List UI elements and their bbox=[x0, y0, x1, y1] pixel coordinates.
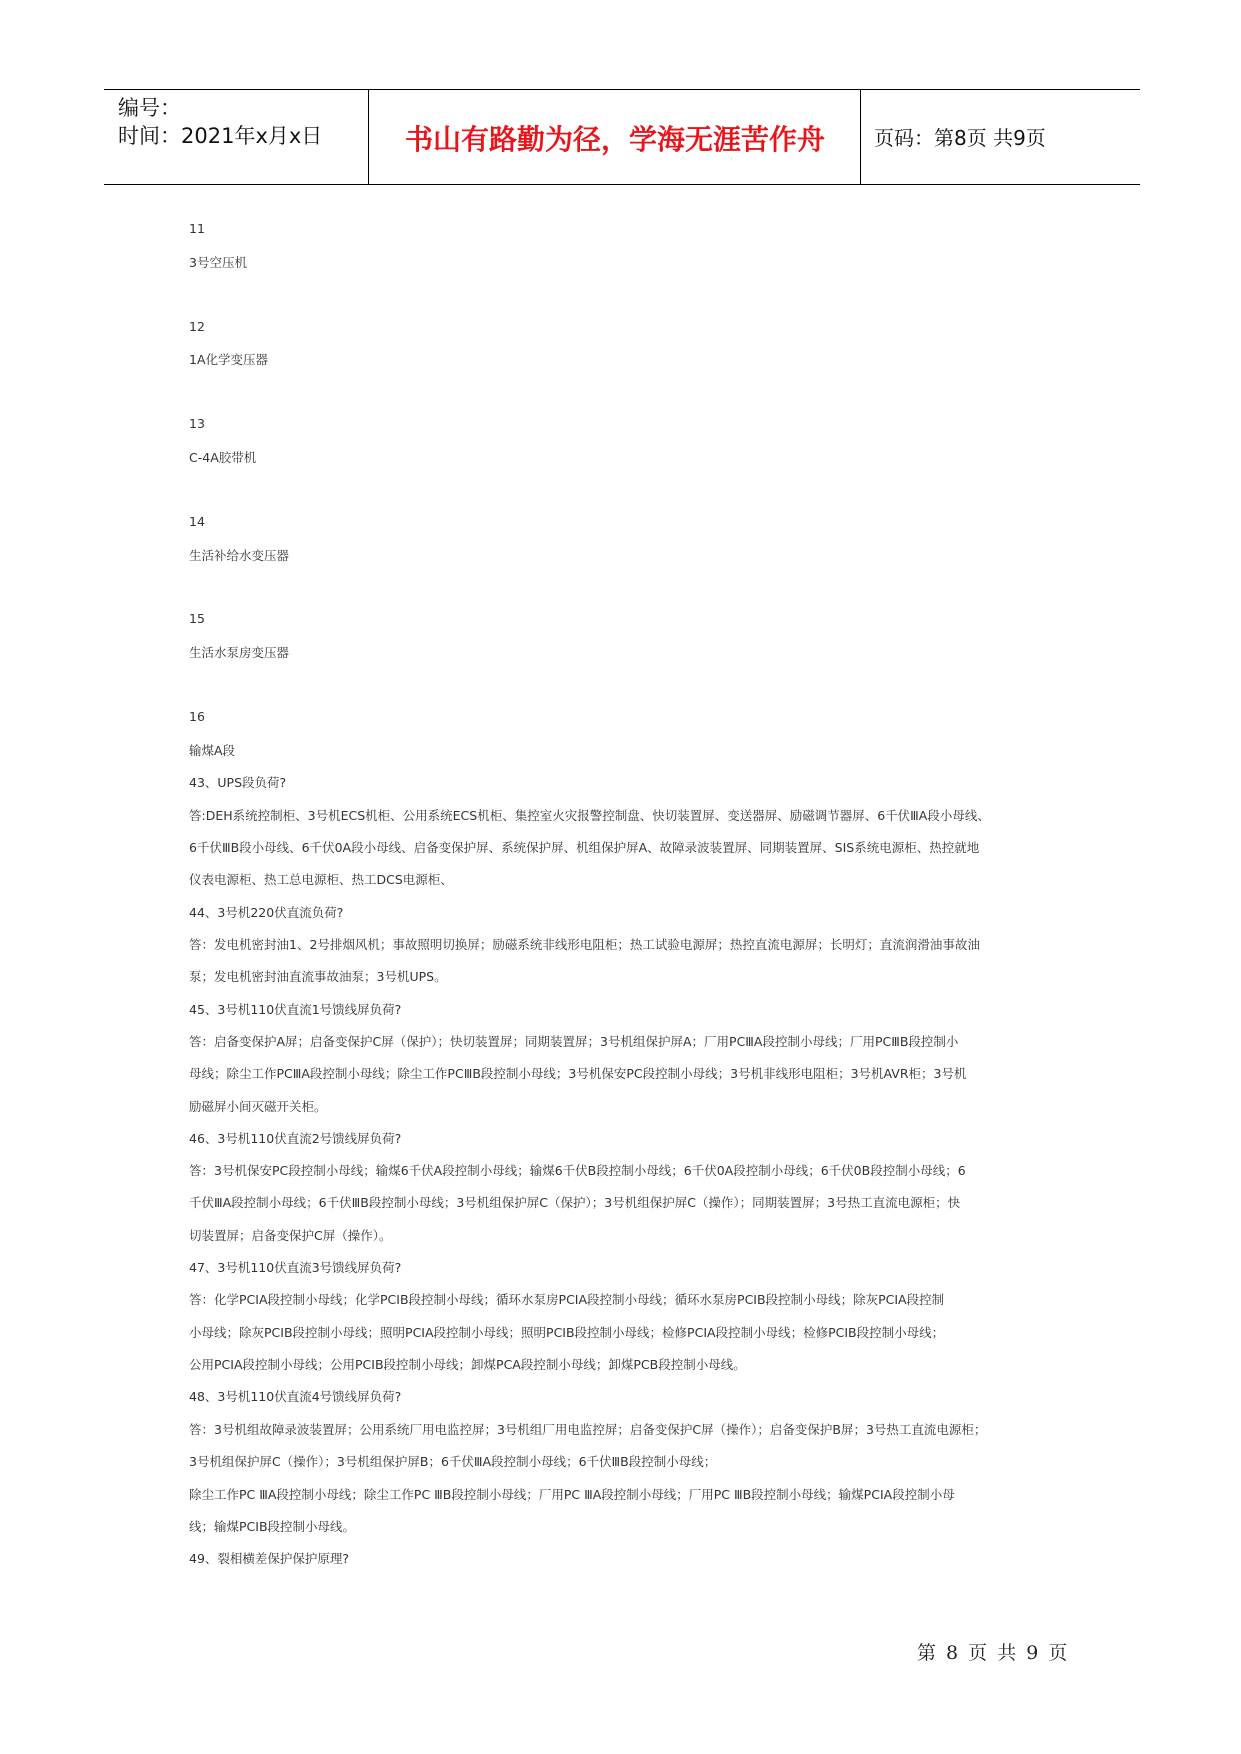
header-page-cell bbox=[862, 90, 1140, 184]
qa-line: 切装置屏；启备变保护C屏（操作）。 bbox=[189, 1228, 392, 1243]
qa-line: 答：化学PCⅠA段控制小母线；化学PCⅠB段控制小母线；循环水泵房PCⅠA段控制小母线；循环水泵房PCⅠB段控制小母线；除灰PCⅠA段控制 bbox=[189, 1292, 945, 1307]
header-info-cell bbox=[104, 90, 369, 184]
qa-line: 公用PCⅠA段控制小母线；公用PCⅠB段控制小母线；卸煤PCA段控制小母线；卸煤PCB段控制小母线。 bbox=[189, 1357, 746, 1372]
item-name: 生活补给水变压器 bbox=[189, 548, 290, 563]
item-name: 输煤A段 bbox=[189, 743, 236, 758]
header-page-label: 页码：第8页 共9页 bbox=[874, 126, 1046, 150]
qa-line: 答：启备变保护A屏；启备变保护C屏（保护）；快切装置屏；同期装置屏；3号机组保护屏A；厂用PCⅢA段控制小母线；厂用PCⅢB段控制小 bbox=[189, 1034, 959, 1049]
qa-line: 泵；发电机密封油直流事故油泵；3号机UPS。 bbox=[189, 969, 447, 984]
item-number: 13 bbox=[189, 416, 205, 431]
page-footer: 第 8 页 共 9 页 bbox=[917, 1642, 1070, 1664]
header-motto-cell bbox=[370, 90, 861, 184]
qa-line: 母线；除尘工作PCⅢA段控制小母线；除尘工作PCⅢB段控制小母线；3号机保安PC段控制小母线；3号机非线形电阻柜；3号机AVR柜；3号机 bbox=[189, 1066, 967, 1081]
item-number: 12 bbox=[189, 319, 205, 334]
page-header bbox=[104, 89, 1140, 185]
qa-line: 千伏ⅢA段控制小母线；6千伏ⅢB段控制小母线；3号机组保护屏C（保护）；3号机组保护屏C（操作）；同期装置屏；3号热工直流电源柜；快 bbox=[189, 1195, 961, 1210]
item-number: 11 bbox=[189, 221, 205, 236]
qa-line: 47、3号机110伏直流3号馈线屏负荷? bbox=[189, 1260, 402, 1275]
qa-line: 48、3号机110伏直流4号馈线屏负荷? bbox=[189, 1389, 402, 1404]
qa-line: 答:DEH系统控制柜、3号机ECS机柜、公用系统ECS机柜、集控室火灾报警控制盘、快切装置屏、变送器屏、励磁调节器屏、6千伏ⅢA段小母线、 bbox=[189, 808, 990, 823]
item-number: 15 bbox=[189, 611, 205, 626]
qa-line: 44、3号机220伏直流负荷? bbox=[189, 905, 344, 920]
item-name: 3号空压机 bbox=[189, 255, 247, 270]
item-name: 生活水泵房变压器 bbox=[189, 645, 290, 660]
qa-line: 仪表电源柜、热工总电源柜、热工DCS电源柜、 bbox=[189, 872, 453, 887]
item-number: 14 bbox=[189, 514, 205, 529]
qa-line: 答：3号机组故障录波装置屏；公用系统厂用电监控屏；3号机组厂用电监控屏；启备变保护C屏（操作）；启备变保护B屏；3号热工直流电源柜； bbox=[189, 1422, 987, 1437]
qa-line: 答：发电机密封油1、2号排烟风机；事故照明切换屏；励磁系统非线形电阻柜；热工试验电源屏；热控直流电源屏；长明灯；直流润滑油事故油 bbox=[189, 937, 980, 952]
header-motto: 书山有路勤为径，学海无涯苦作舟 bbox=[404, 123, 825, 156]
item-name: 1A化学变压器 bbox=[189, 352, 269, 367]
item-name: C-4A胶带机 bbox=[189, 450, 257, 465]
qa-line: 3号机组保护屏C（操作）；3号机组保护屏B；6千伏ⅢA段控制小母线；6千伏ⅢB段控制小母线； bbox=[189, 1454, 717, 1469]
qa-line: 答：3号机保安PC段控制小母线；输煤6千伏A段控制小母线；输煤6千伏B段控制小母线；6千伏0A段控制小母线；6千伏0B段控制小母线；6 bbox=[189, 1163, 966, 1178]
item-number: 16 bbox=[189, 709, 205, 724]
document-time-label: 时间：2021年x月x日 bbox=[118, 124, 323, 148]
document-number-label: 编号： bbox=[118, 96, 181, 120]
qa-line: 除尘工作PC ⅢA段控制小母线；除尘工作PC ⅢB段控制小母线；厂用PC ⅢA段控制小母线；厂用PC ⅢB段控制小母线；输煤PCⅠA段控制小母 bbox=[189, 1487, 955, 1502]
qa-line: 45、3号机110伏直流1号馈线屏负荷? bbox=[189, 1002, 402, 1017]
qa-line: 49、裂相横差保护保护原理? bbox=[189, 1551, 350, 1566]
qa-line: 小母线；除灰PCⅠB段控制小母线；照明PCⅠA段控制小母线；照明PCⅠB段控制小母线；检修PCⅠA段控制小母线；检修PCⅠB段控制小母线； bbox=[189, 1325, 945, 1340]
qa-line: 线；输煤PCⅠB段控制小母线。 bbox=[189, 1519, 356, 1534]
qa-line: 46、3号机110伏直流2号馈线屏负荷? bbox=[189, 1131, 402, 1146]
qa-line: 励磁屏小间灭磁开关柜。 bbox=[189, 1099, 327, 1114]
qa-line: 6千伏ⅢB段小母线、6千伏0A段小母线、启备变保护屏、系统保护屏、机组保护屏A、故障录波装置屏、同期装置屏、SIS系统电源柜、热控就地 bbox=[189, 840, 980, 855]
qa-line: 43、UPS段负荷? bbox=[189, 775, 287, 790]
